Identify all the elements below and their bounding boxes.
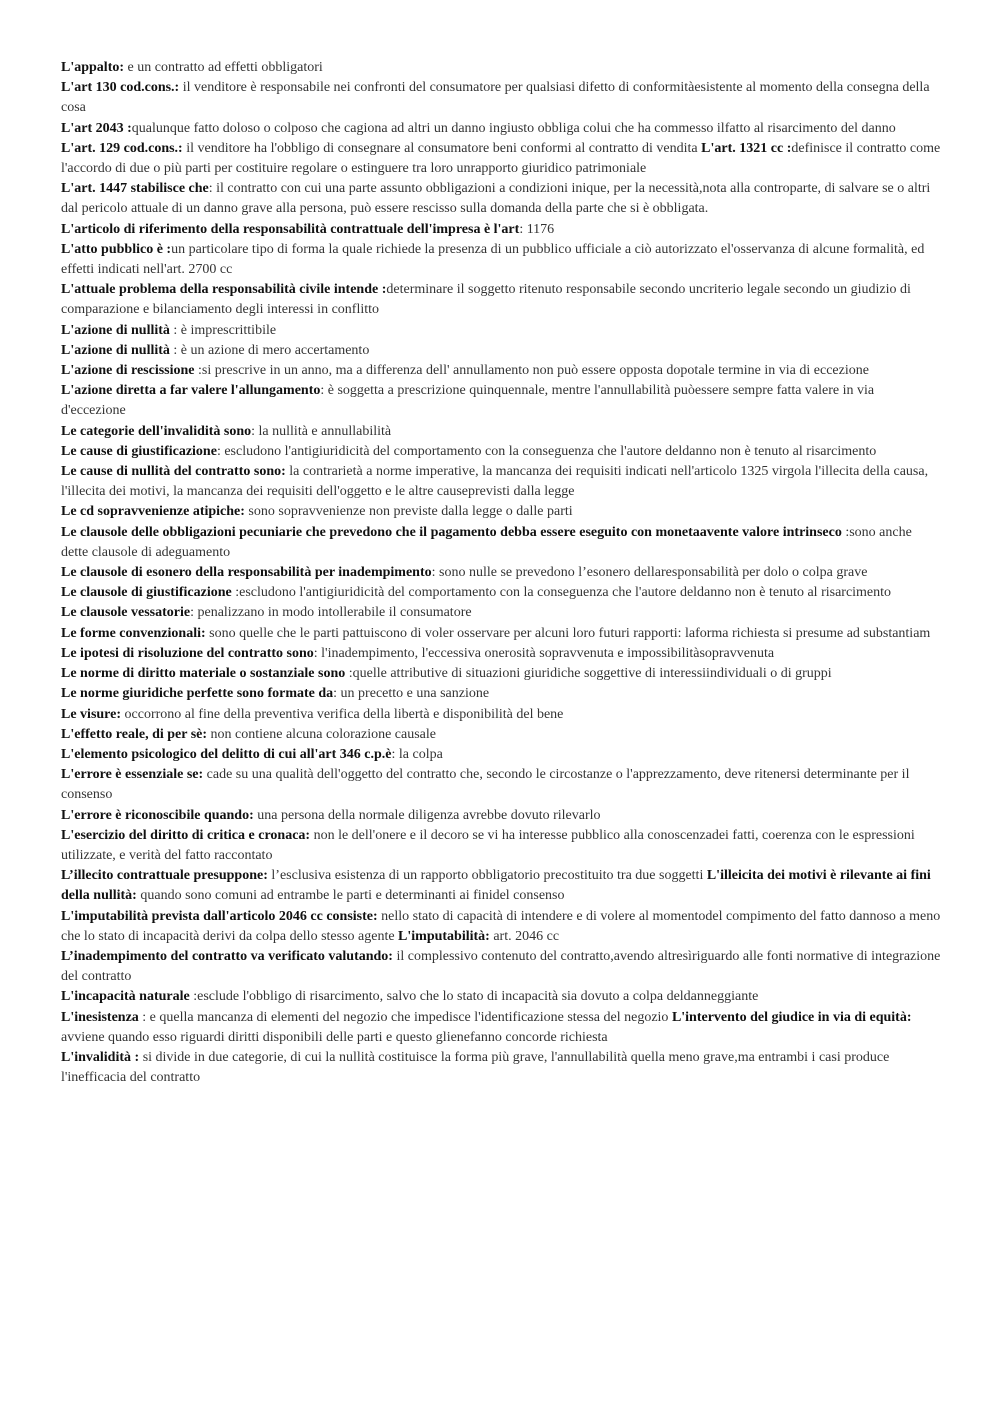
entry-term: Le visure: xyxy=(61,706,122,722)
definition-entry xyxy=(61,341,941,361)
entry-definition: il venditore è responsabile nei confronti del consumatore per qualsiasi difetto di conformitàesistente al momento della consegna della cosa xyxy=(61,80,930,116)
definition-entry xyxy=(61,826,941,866)
entry-term: Le clausole delle obbligazioni pecuniarie che prevedono che il pagamento debba essere eseguito con monetaavente valore intrinseco xyxy=(61,524,842,540)
entry-term: L'imputabilità: xyxy=(398,928,490,944)
entry-definition: : la nullità e annullabilità xyxy=(251,423,392,439)
definition-entry xyxy=(61,603,941,623)
entry-term: Le norme giuridiche perfette sono formate da xyxy=(61,686,334,702)
entry-term: L'art. 1447 stabilisce che xyxy=(61,181,209,197)
definition-entry xyxy=(61,806,941,826)
entry-definition: definisce il contratto come l'accordo di due o più parti per costituire regolare o estinguere tra loro unrapporto giuridico patrimoniale xyxy=(61,140,941,177)
entry-term: L'inesistenza xyxy=(61,1009,139,1025)
entry-term: Le norme di diritto materiale o sostanziale sono xyxy=(61,666,346,682)
definition-entry xyxy=(61,907,941,947)
entry-definition: avviene quando esso riguardi diritti disponibili delle parti e questo glienefanno concorde richiesta xyxy=(61,1029,608,1045)
entry-definition: una persona della normale diligenza avrebbe dovuto rilevarlo xyxy=(253,807,601,823)
entry-definition: non le dell'onere e il decoro se vi ha interesse pubblico alla conoscenzadei fatti, coerenza con le espressioni utilizzate, e verità del fatto raccontato xyxy=(61,827,915,863)
entry-term: L'effetto reale, di per sè: xyxy=(61,726,208,742)
definition-entry xyxy=(61,765,941,805)
entry-term: Le ipotesi di risoluzione del contratto sono xyxy=(61,645,314,661)
entry-term: L’inadempimento del contratto va verificato valutando: xyxy=(61,948,393,964)
entry-definition: qualunque fatto doloso o colposo che cagiona ad altri un danno ingiusto obbliga colui che ha commesso ilfatto al risarcimento del danno xyxy=(131,120,896,136)
entry-definition: : è imprescrittibile xyxy=(169,322,277,338)
entry-term: L'invalidità : xyxy=(61,1049,140,1065)
entry-definition: : escludono l'antigiuridicità del comportamento con la conseguenza che l'autore deldanno non è tenuto al risarcimento xyxy=(216,443,877,459)
entry-definition: :escludono l'antigiuridicità del comportamento con la conseguenza che l'autore deldanno non è tenuto al risarcimento xyxy=(231,585,892,601)
entry-term: L'attuale problema della responsabilità civile intende : xyxy=(61,282,387,298)
entry-term: L'elemento psicologico del delitto di cui all'art 346 c.p.è xyxy=(61,746,392,762)
entry-definition: occorrono al fine della preventiva verifica della libertà e disponibilità del bene xyxy=(121,706,564,722)
entry-definition: un particolare tipo di forma la quale richiede la presenza di un pubblico ufficiale a ciò autorizzato el'osservanza di alcune formalità, ed effetti indicati nell'art. 2700 cc xyxy=(61,241,925,278)
entry-term: L'errore è essenziale se: xyxy=(61,767,204,783)
definition-entry xyxy=(61,624,941,644)
entry-definition: :quelle attributive di situazioni giuridiche soggettive di interessiindividuali o di gruppi xyxy=(345,666,832,682)
entry-definition: la contrarietà a norme imperative, la mancanza dei requisiti indicati nell'articolo 1325 virgola l'illecita della causa, l'illecita dei motivi, la mancanza dei requisiti dell'oggetto e le altre causeprevisti dalla legge xyxy=(61,464,929,500)
entry-definition: non contiene alcuna colorazione causale xyxy=(207,726,436,742)
entry-term: L'imputabilità prevista dall'articolo 2046 cc consiste: xyxy=(61,908,378,924)
entry-term: Le forme convenzionali: xyxy=(61,625,206,641)
entry-definition: e un contratto ad effetti obbligatori xyxy=(124,60,323,75)
entry-term: Le cd sopravvenienze atipiche: xyxy=(61,504,245,520)
entry-definition: l’esclusiva esistenza di un rapporto obbligatorio precostituito tra due soggetti xyxy=(267,868,707,884)
entry-term: L'atto pubblico è : xyxy=(61,241,172,257)
definition-entry xyxy=(61,1008,941,1048)
entry-definition: :si prescrive in un anno, ma a differenza dell' annullamento non può essere opposta dopotale termine in via di eccezione xyxy=(194,363,869,379)
entry-term: Le clausole di esonero della responsabilità per inadempimento xyxy=(61,565,432,581)
entry-definition: determinare il soggetto ritenuto responsabile secondo uncriterio legale secondo un giudizio di comparazione e bilanciamento degli interessi in conflitto xyxy=(61,282,911,318)
entry-definition: : l'inadempimento, l'eccessiva onerosità sopravvenuta e impossibilitàsopravvenuta xyxy=(313,645,775,661)
definition-entry xyxy=(61,684,941,704)
entry-definition: nello stato di capacità di intendere e di volere al momentodel compimento del fatto dannoso a meno che lo stato di incapacità derivi da colpa dello stesso agente xyxy=(61,908,941,944)
entry-term: L'azione di nullità xyxy=(61,322,170,338)
entry-definition: : 1176 xyxy=(519,221,555,237)
definition-entry xyxy=(61,462,941,502)
definition-entry xyxy=(61,442,941,462)
entry-term: L'azione di rescissione xyxy=(61,363,195,379)
document-page xyxy=(61,58,941,1088)
entry-definition: :esclude l'obbligo di risarcimento, salvo che lo stato di incapacità sia dovuto a colpa deldanneggiante xyxy=(189,989,759,1005)
entry-term: L'azione di nullità xyxy=(61,342,170,358)
definition-entry xyxy=(61,381,941,421)
entry-term: L'incapacità naturale xyxy=(61,989,190,1005)
entry-definition: si divide in due categorie, di cui la nullità costituisce la forma più grave, l'annullabilità quella meno grave,ma entrambi i casi produce l'inefficacia del contratto xyxy=(61,1049,890,1086)
entry-term: L'articolo di riferimento della responsabilità contrattuale dell'impresa è l'art xyxy=(61,221,520,237)
entry-definition: sono quelle che le parti pattuiscono di voler osservare per alcuni loro futuri rapporti: laforma richiesta si presume ad substantiam xyxy=(205,625,931,641)
entry-definition: : è soggetta a prescrizione quinquennale, mentre l'annullabilità puòessere sempre fatta valere in via d'eccezione xyxy=(61,383,875,419)
definition-entry xyxy=(61,583,941,603)
entry-definition: sono sopravvenienze non previste dalla legge o dalle parti xyxy=(244,504,573,520)
entry-definition: : penalizzano in modo intollerabile il consumatore xyxy=(190,605,472,621)
definition-entry xyxy=(61,947,941,987)
entry-term: Le clausole vessatorie xyxy=(61,605,191,621)
entry-term: L'art. 129 cod.cons.: xyxy=(61,140,183,156)
entry-term: Le categorie dell'invalidità sono xyxy=(61,423,252,439)
entry-term: L'art 2043 : xyxy=(61,120,132,136)
definition-entry xyxy=(61,987,941,1007)
entry-term: L'intervento del giudice in via di equità: xyxy=(671,1009,912,1025)
definition-entry xyxy=(61,502,941,522)
entry-definition: cade su una qualità dell'oggetto del contratto che, secondo le circostanze o l'apprezzamento, deve ritenersi determinante per il consenso xyxy=(61,767,910,803)
entry-term: L'azione diretta a far valere l'allungamento xyxy=(61,383,321,399)
entry-term: L'art. 1321 cc : xyxy=(701,140,792,156)
entry-term: L'appalto: xyxy=(61,60,125,75)
definition-entry xyxy=(61,321,941,341)
entry-term: L'errore è riconoscibile quando: xyxy=(61,807,254,823)
definition-entry xyxy=(61,866,941,906)
definition-entry xyxy=(61,119,941,139)
definition-entry xyxy=(61,563,941,583)
definition-entry xyxy=(61,1048,941,1088)
entry-definition: : e quella mancanza di elementi del negozio che impedisce l'identificazione stessa del negozio xyxy=(138,1009,672,1025)
definition-entry xyxy=(61,745,941,765)
definition-entry xyxy=(61,725,941,745)
definition-entry xyxy=(61,664,941,684)
entry-term: L'illeicita dei motivi è rilevante ai fini della nullità: xyxy=(61,868,931,904)
entry-definition: : la colpa xyxy=(391,746,443,762)
entry-definition: il complessivo contenuto del contratto,avendo altresìriguardo alle fonti normative di integrazione del contratto xyxy=(61,948,941,985)
entry-term: L'esercizio del diritto di critica e cronaca: xyxy=(61,827,311,843)
definition-entry xyxy=(61,705,941,725)
entry-definition: quando sono comuni ad entrambe le parti e determinanti ai finidel consenso xyxy=(136,888,565,904)
definition-entry xyxy=(61,280,941,320)
entry-definition: il venditore ha l'obbligo di consegnare al consumatore beni conformi al contratto di vendita xyxy=(182,140,702,156)
definition-entry xyxy=(61,361,941,381)
definition-entry xyxy=(61,240,941,280)
entry-definition: : è un azione di mero accertamento xyxy=(169,342,370,358)
definition-entry xyxy=(61,644,941,664)
entry-term: L’illecito contrattuale presuppone: xyxy=(61,868,268,884)
entry-definition: art. 2046 cc xyxy=(489,928,560,944)
entry-term: Le clausole di giustificazione xyxy=(61,585,232,601)
definition-entry xyxy=(61,523,941,563)
entry-term: Le cause di nullità del contratto sono: xyxy=(61,464,286,480)
entry-term: L'art 130 cod.cons.: xyxy=(61,80,180,96)
definition-entry xyxy=(61,220,941,240)
entry-definition: : un precetto e una sanzione xyxy=(333,686,490,702)
entry-term: Le cause di giustificazione xyxy=(61,443,217,459)
definition-entry xyxy=(61,139,941,179)
definition-entry xyxy=(61,179,941,219)
entry-definition: : il contratto con cui una parte assunto obbligazioni a condizioni inique, per la necessità,nota alla controparte, di salvare se o altri dal pericolo attuale di un danno grave alla persona, può essere rescisso sulla domanda della parte che si è obbligata. xyxy=(61,181,931,217)
definition-entry xyxy=(61,422,941,442)
entry-definition: : sono nulle se prevedono l’esonero dellaresponsabilità per dolo o colpa grave xyxy=(431,565,868,581)
definition-entry xyxy=(61,58,941,78)
definition-entry xyxy=(61,78,941,118)
entry-definition: :sono anche dette clausole di adeguamento xyxy=(61,524,912,560)
